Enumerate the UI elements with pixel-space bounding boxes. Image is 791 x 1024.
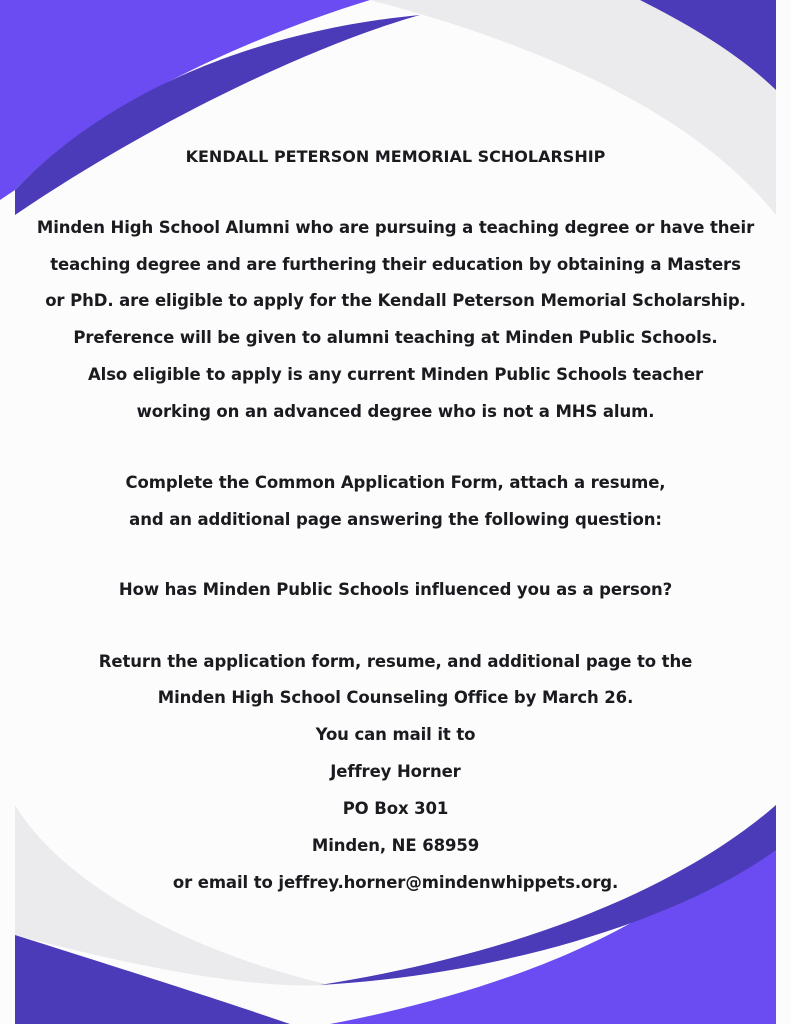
essay-question: How has Minden Public Schools influenced you as a person?	[118, 580, 673, 599]
mail-po-box: PO Box 301	[342, 799, 449, 818]
mail-name: Jeffrey Horner	[330, 762, 461, 781]
eligibility-line-6: working on an advanced degree who is not a MHS alum.	[136, 402, 655, 421]
eligibility-line-4: Preference will be given to alumni teaching at Minden Public Schools.	[73, 328, 718, 347]
eligibility-line-2: teaching degree and are furthering their education by obtaining a Masters	[50, 255, 741, 274]
return-line-2: Minden High School Counseling Office by March 26.	[157, 688, 634, 707]
flyer-title: KENDALL PETERSON MEMORIAL SCHOLARSHIP	[185, 147, 606, 166]
eligibility-line-3: or PhD. are eligible to apply for the Kendall Peterson Memorial Scholarship.	[45, 291, 746, 310]
instructions-line-1: Complete the Common Application Form, attach a resume,	[125, 473, 666, 492]
mail-intro: You can mail it to	[315, 725, 476, 744]
instructions-line-2: and an additional page answering the following question:	[129, 510, 662, 529]
return-line-1: Return the application form, resume, and additional page to the	[98, 652, 693, 671]
eligibility-line-5: Also eligible to apply is any current Minden Public Schools teacher	[87, 365, 704, 384]
email-line: or email to jeffrey.horner@mindenwhippets.org.	[172, 873, 619, 892]
eligibility-line-1: Minden High School Alumni who are pursuing a teaching degree or have their	[36, 218, 755, 237]
mail-city-state-zip: Minden, NE 68959	[311, 836, 480, 855]
